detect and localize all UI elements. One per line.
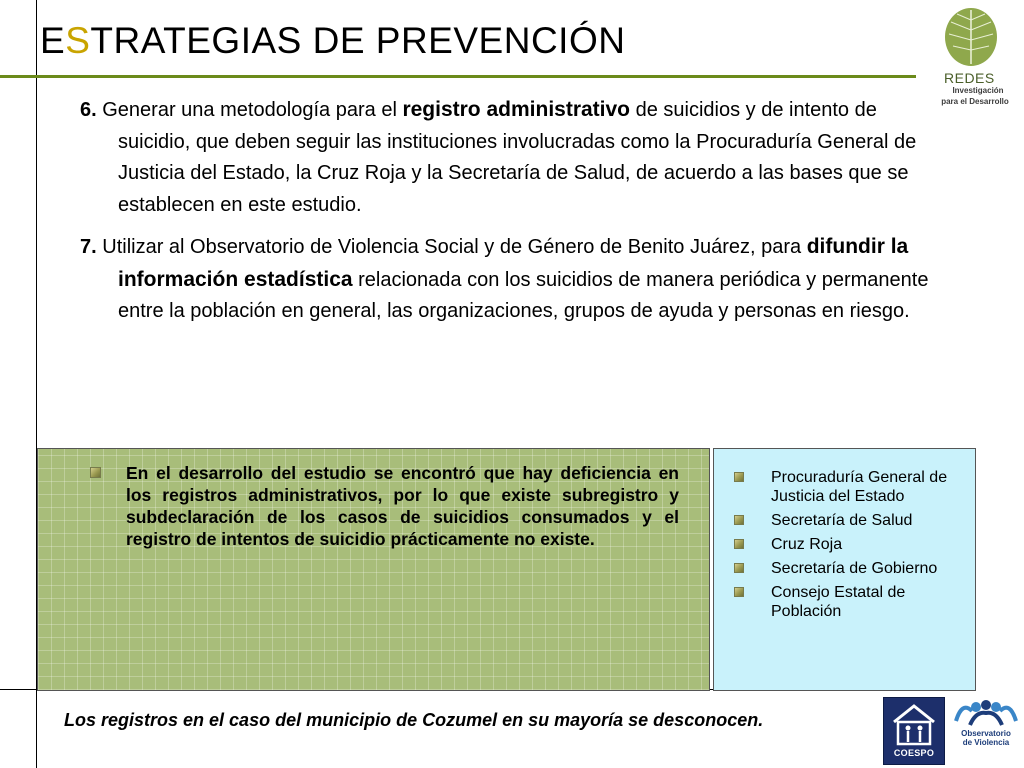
list-item [734, 535, 972, 554]
institution-label: Consejo Estatal de Población [771, 584, 906, 620]
leaf-icon [943, 6, 999, 68]
people-icon [948, 697, 1024, 729]
list-item [734, 468, 972, 506]
redes-name: REDES [944, 70, 995, 86]
list-item [734, 511, 972, 530]
title-rest: TRATEGIAS DE PREVENCIÓN [90, 20, 626, 61]
redes-subtitle-1: Investigación [952, 86, 1004, 95]
strategy-point-7 [80, 231, 950, 328]
point-text-pre: Utilizar al Observatorio de Violencia Social y de Género de Benito Juárez, para [102, 236, 802, 258]
point-text-pre: Generar una metodología para el [102, 99, 397, 121]
point-number: 7. [80, 236, 97, 258]
point-emphasis: difundir la información estadística [118, 235, 909, 291]
bullet-icon [734, 563, 744, 573]
institution-label: Secretaría de Gobierno [771, 560, 938, 577]
institution-label: Procuraduría General de Justicia del Estado [771, 469, 948, 505]
point-number: 6. [80, 99, 97, 121]
institution-label: Secretaría de Salud [771, 512, 913, 529]
bullet-icon [90, 467, 101, 478]
observatorio-logo [948, 697, 1024, 767]
bullet-icon [734, 539, 744, 549]
title-initial: E [40, 20, 66, 61]
institutions-box [713, 448, 976, 691]
footer-note: Los registros en el caso del municipio de Cozumel en su mayoría se desconocen. [64, 710, 764, 730]
bullet-icon [734, 472, 744, 482]
house-family-icon [884, 698, 944, 748]
strategy-point-6 [80, 94, 950, 221]
page-title [40, 20, 625, 62]
bullet-icon [734, 587, 744, 597]
institution-label: Cruz Roja [771, 536, 843, 553]
finding-text: En el desarrollo del estudio se encontró que hay deficiencia en los registros administrativos, por lo que existe subregistro y subdeclaración de los casos de suicidios consumados y el registro de intentos de suicidio prácticamente no existe. [126, 463, 679, 549]
observatorio-line-1: Observatorio [961, 729, 1011, 738]
coespo-logo [883, 697, 945, 765]
point-text-post: de suicidios y de intento de suicidio, que deben seguir las instituciones involucradas como la Procuraduría General de Justicia del Estado, la Cruz Roja y la Secretaría de Salud, de acuerdo a las bases que se establecen en este estudio. [118, 99, 917, 216]
finding-box [37, 448, 710, 691]
list-item [734, 559, 972, 578]
observatorio-label [948, 729, 1024, 747]
strategy-points [80, 94, 950, 338]
redes-subtitle-2: para el Desarrollo [941, 97, 1009, 106]
observatorio-line-2: de Violencia [962, 738, 1010, 747]
coespo-label: COESPO [893, 748, 935, 758]
title-highlight-letter: S [65, 20, 91, 61]
list-item [734, 583, 972, 621]
bullet-icon [734, 515, 744, 525]
point-emphasis: registro administrativo [402, 98, 631, 121]
point-text-post: relacionada con los suicidios de manera periódica y permanente entre la población en general, las organizaciones, grupos de ayuda y personas en riesgo. [118, 268, 929, 322]
institutions-list [734, 468, 972, 626]
title-underline [0, 75, 916, 78]
